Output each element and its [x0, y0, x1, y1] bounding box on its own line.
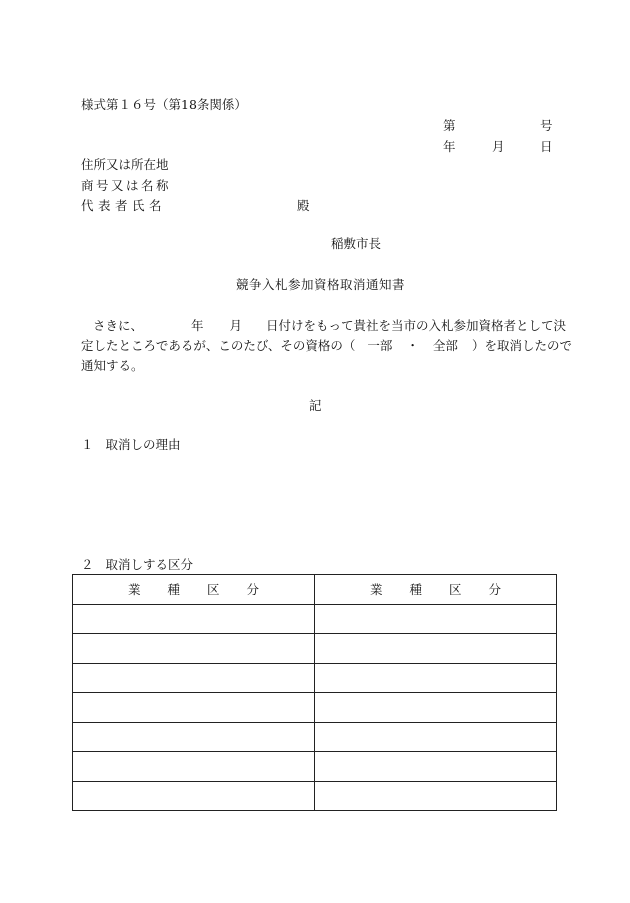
table-row [73, 604, 557, 634]
date-year-label: 年 [443, 139, 456, 154]
body-line-2 [81, 338, 572, 354]
number-prefix: 第 [443, 118, 456, 133]
body-l1-rest: 日付けをもって貴社を当市の入札参加資格者として決 [266, 318, 567, 333]
table-cell-right[interactable] [315, 604, 557, 634]
table-row [73, 722, 557, 752]
table-row [73, 781, 557, 811]
table-row [73, 634, 557, 664]
table-cell-right[interactable] [315, 722, 557, 752]
section-1-label: 取消しの理由 [105, 437, 181, 452]
body-l1-year: 年 [191, 318, 204, 333]
table-row [73, 693, 557, 723]
section-1-number: １ [81, 437, 94, 452]
table-body [73, 604, 557, 811]
table-cell-left[interactable] [73, 781, 315, 811]
date-month-label: 月 [492, 139, 505, 154]
category-table [72, 574, 557, 811]
trade-name-label: 商号又は名称 [81, 178, 172, 193]
table-cell-left[interactable] [73, 663, 315, 693]
table-cell-right[interactable] [315, 663, 557, 693]
table-cell-right[interactable] [315, 781, 557, 811]
table-cell-left[interactable] [73, 722, 315, 752]
table-header-left: 業種区分 [73, 575, 315, 605]
body-l2-full: 全部 [432, 338, 458, 353]
table-cell-left[interactable] [73, 752, 315, 782]
table-cell-right[interactable] [315, 693, 557, 723]
body-line-1 [81, 318, 566, 334]
table-row [73, 752, 557, 782]
table-row [73, 663, 557, 693]
section-2-label: 取消しする区分 [105, 557, 194, 572]
document-title: 競争入札参加資格取消通知書 [236, 277, 406, 292]
table-cell-right[interactable] [315, 752, 557, 782]
table-cell-left[interactable] [73, 693, 315, 723]
address-label: 住所又は所在地 [81, 157, 169, 172]
ki-heading: 記 [309, 398, 322, 413]
table-header-right: 業種区分 [315, 575, 557, 605]
number-suffix: 号 [540, 118, 553, 133]
body-l2-dot: ・ [406, 338, 419, 353]
form-number: 様式第１６号（第18条関係） [81, 97, 247, 112]
table-cell-left[interactable] [73, 604, 315, 634]
body-l2-rest: ）を取消したので [471, 338, 572, 353]
representative-label: 代表者氏名 [81, 198, 167, 213]
issuer: 稲敷市長 [331, 236, 382, 251]
section-1 [81, 437, 181, 453]
table-header-row [73, 575, 557, 605]
body-l1-intro: さきに、 [93, 318, 144, 333]
section-2-number: ２ [81, 557, 94, 572]
section-2 [81, 557, 193, 573]
table-cell-left[interactable] [73, 634, 315, 664]
body-l2-partial: 一部 [367, 338, 393, 353]
date-day-label: 日 [540, 139, 553, 154]
body-l2-intro: 定したところであるが、このたび、その資格の（ [81, 338, 356, 353]
honorific: 殿 [297, 198, 310, 213]
body-line-3: 通知する。 [81, 358, 144, 373]
body-l1-month: 月 [229, 318, 243, 333]
table-cell-right[interactable] [315, 634, 557, 664]
